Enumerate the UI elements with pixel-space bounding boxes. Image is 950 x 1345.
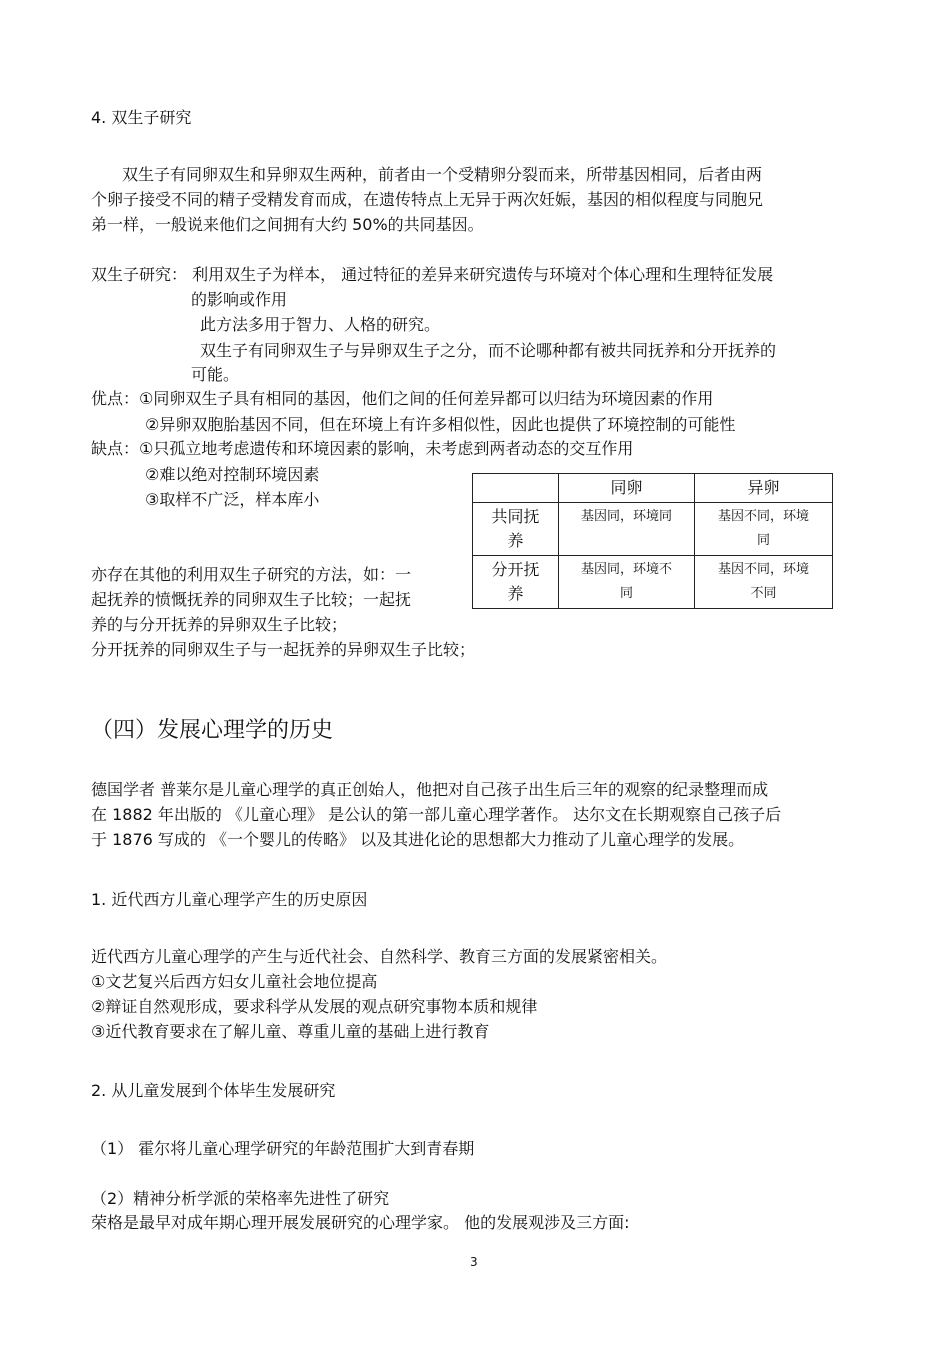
twin-def-line: 双生子研究： 利用双生子为样本， 通过特征的差异来研究遗传与环境对个体心理和生理特征发展	[91, 265, 774, 284]
table-cell	[695, 503, 833, 556]
table-cell	[695, 556, 833, 609]
table-corner-cell	[473, 474, 559, 503]
twin-def-line: 可能。	[191, 365, 240, 384]
sub2-item: （1） 霍尔将儿童心理学研究的年龄范围扩大到青春期	[91, 1139, 475, 1158]
cell-line: 同	[756, 533, 770, 548]
sub1-line: 近代西方儿童心理学的产生与近代社会、自然科学、教育三方面的发展紧密相关。	[91, 947, 668, 966]
twin-def-line: 此方法多用于智力、人格的研究。	[200, 315, 441, 334]
table-row	[473, 556, 833, 609]
pros-line: 优点：①同卵双生子具有相同的基因，他们之间的任何差异都可以归结为环境因素的作用	[91, 389, 714, 408]
twin-para-line: 弟一样，一般说来他们之间拥有大约 50%的共同基因。	[91, 215, 484, 234]
other-method-line: 起抚养的愤慨抚养的同卵双生子比较；一起抚	[91, 590, 412, 609]
sub2-item: （2）精神分析学派的荣格率先进性了研究	[91, 1189, 390, 1208]
twin-comparison-table	[472, 473, 833, 609]
page-number: 3	[470, 1255, 478, 1269]
cons-line: ②难以绝对控制环境因素	[145, 465, 320, 484]
history-heading: （四）发展心理学的历史	[91, 718, 334, 743]
cell-line: 基因同，环境不	[580, 562, 672, 577]
cons-line: 缺点：①只孤立地考虑遗传和环境因素的影响，未考虑到两者动态的交互作用	[91, 439, 634, 458]
sub2-heading: 2. 从儿童发展到个体毕生发展研究	[91, 1081, 336, 1100]
twin-heading: 4. 双生子研究	[91, 108, 192, 127]
table-cell	[559, 556, 695, 609]
twin-para-line: 个卵子接受不同的精子受精发育而成，在遗传特点上无异于两次妊娠，基因的相似程度与同胞兄	[91, 190, 764, 209]
table-header-row	[473, 474, 833, 503]
other-method-line: 分开抚养的同卵双生子与一起抚养的异卵双生子比较；	[91, 640, 476, 659]
sub2-item-text: 荣格是最早对成年期心理开展发展研究的心理学家。 他的发展观涉及三方面:	[91, 1213, 630, 1232]
row-label-line: 共同抚	[491, 507, 540, 526]
cell-line: 基因不同，环境	[717, 509, 809, 524]
history-para-line: 于 1876 写成的 《一个婴儿的传略》 以及其进化论的思想都大力推动了儿童心理学的发展。	[91, 830, 745, 849]
twin-def-line: 双生子有同卵双生子与异卵双生子之分，而不论哪种都有被共同抚养和分开抚养的	[200, 341, 777, 360]
twin-def-line: 的影响或作用	[191, 290, 288, 309]
table-col-header: 异卵	[695, 474, 833, 503]
other-method-line: 养的与分开抚养的异卵双生子比较；	[91, 615, 348, 634]
table-col-header: 同卵	[559, 474, 695, 503]
history-para-line: 在 1882 年出版的 《儿童心理》 是公认的第一部儿童心理学著作。 达尔文在长期观察自己孩子后	[91, 805, 782, 824]
cell-line: 同	[619, 586, 633, 601]
history-para-line: 德国学者 普莱尔是儿童心理学的真正创始人，他把对自己孩子出生后三年的观察的纪录整理而成	[91, 780, 769, 799]
sub1-line: ③近代教育要求在了解儿童、尊重儿童的基础上进行教育	[91, 1022, 490, 1041]
cell-line: 基因不同，环境	[717, 562, 809, 577]
sub1-line: ①文艺复兴后西方妇女儿童社会地位提高	[91, 972, 378, 991]
row-label-line: 养	[507, 531, 524, 550]
cell-line: 基因同，环境同	[580, 509, 672, 524]
other-method-line: 亦存在其他的利用双生子研究的方法，如：一	[91, 565, 412, 584]
row-label-line: 分开抚	[491, 560, 540, 579]
sub1-heading: 1. 近代西方儿童心理学产生的历史原因	[91, 890, 368, 909]
table-row	[473, 503, 833, 556]
twin-para-line: 双生子有同卵双生和异卵双生两种，前者由一个受精卵分裂而来，所带基因相同，后者由两	[122, 165, 763, 184]
table-cell	[559, 503, 695, 556]
row-label-line: 养	[507, 584, 524, 603]
sub1-line: ②辩证自然观形成，要求科学从发展的观点研究事物本质和规律	[91, 997, 538, 1016]
cell-line: 不同	[750, 586, 777, 601]
table-row-header	[473, 556, 559, 609]
table-row-header	[473, 503, 559, 556]
cons-line: ③取样不广泛，样本库小	[145, 490, 320, 509]
pros-line: ②异卵双胞胎基因不同，但在环境上有许多相似性，因此也提供了环境控制的可能性	[145, 415, 736, 434]
